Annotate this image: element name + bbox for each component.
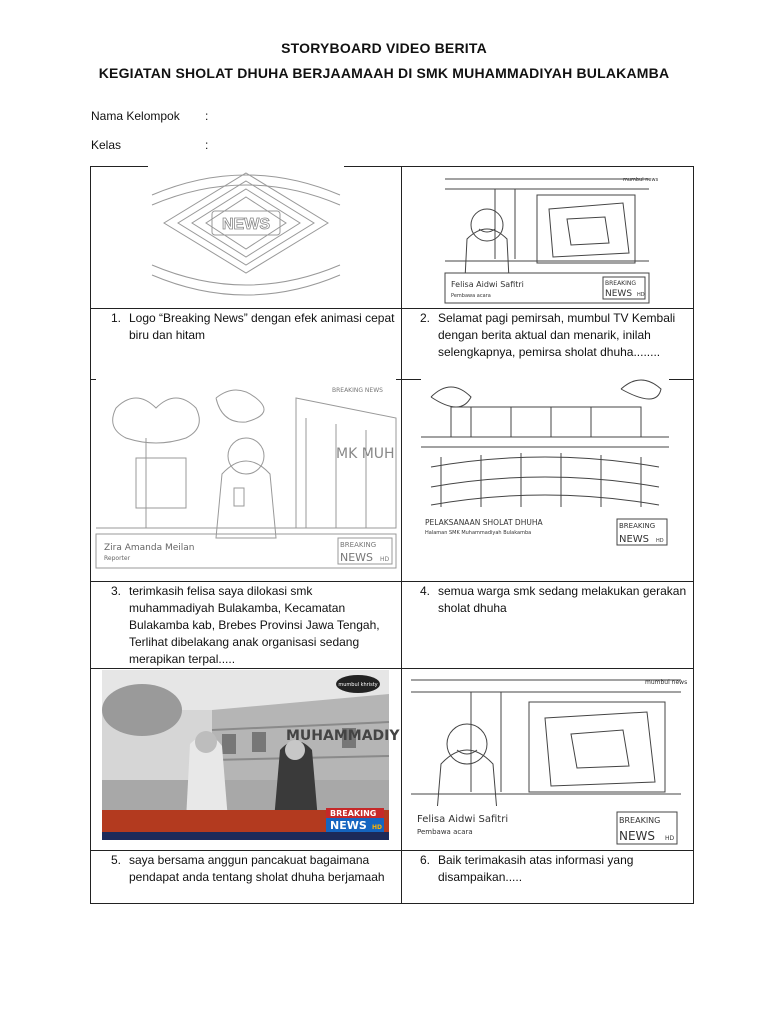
svg-text:NEWS: NEWS (619, 534, 650, 545)
scene-2-text: Selamat pagi pemirsah, mumbul TV Kembali dengan berita aktual dan menarik, inilah selengkapnya, pemirsa sholat dhuha........ (438, 311, 676, 359)
scene-4-prayer-illustration (421, 377, 669, 549)
svg-text:HD: HD (372, 824, 383, 831)
group-name-label: Nama Kelompok (91, 109, 180, 123)
page-subtitle: KEGIATAN SHOLAT DHUHA BERJAAMAAH DI SMK MUHAMMADIYAH BULAKAMBA (98, 65, 670, 81)
scene-6-channel-logo: mumbul news (645, 679, 688, 686)
scene-5-breaking-badge (326, 808, 384, 832)
row-divider (91, 581, 693, 582)
scene-3-reporter-illustration (96, 378, 396, 578)
scene-3-wall-text: MK MUH (336, 446, 395, 462)
group-name-separator: : (205, 109, 209, 123)
scene-5-frame (102, 670, 400, 840)
row-divider (91, 668, 693, 669)
scene-1-number: 1. (110, 311, 121, 325)
class-row (91, 138, 208, 152)
scene-3-name: Zira Amanda Meilan (104, 543, 195, 553)
storyboard-grid (90, 166, 694, 904)
scene-2-channel-logo: mumbul news (623, 177, 659, 183)
scene-1-text: Logo “Breaking News” dengan efek animasi cepat biru dan hitam (129, 311, 395, 342)
page-title: STORYBOARD VIDEO BERITA (281, 40, 487, 56)
svg-text:NEWS: NEWS (330, 819, 367, 832)
svg-text:HD: HD (637, 292, 645, 298)
scene-3-caption (99, 583, 395, 665)
scene-5-interview-photo (102, 670, 400, 840)
row-divider (91, 850, 693, 851)
scene-2-number: 2. (419, 311, 430, 325)
svg-text:HD: HD (380, 556, 390, 563)
scene-1-frame (148, 165, 344, 305)
scene-6-role: Pembawa acara (417, 828, 473, 836)
svg-text:BREAKING: BREAKING (605, 280, 637, 287)
svg-text:BREAKING: BREAKING (330, 809, 377, 818)
row-divider (91, 308, 693, 309)
scene-3-role: Reporter (104, 555, 131, 562)
scene-5-wall-text: MUHAMMADIY (286, 728, 400, 744)
svg-text:NEWS: NEWS (340, 551, 374, 564)
scene-6-frame (411, 672, 688, 848)
scene-5-number: 5. (110, 853, 121, 867)
scene-5-text: saya bersama anggun pancakuat bagaimana pendapat anda tentang sholat dhuha berjamaah (129, 853, 385, 884)
scene-1-news-logo-illustration (148, 165, 344, 305)
scene-2-caption (408, 310, 688, 376)
scene-4-caption (408, 583, 688, 665)
scene-4-frame (421, 377, 669, 549)
scene-6-caption (408, 852, 688, 904)
svg-text:mumbul khristy: mumbul khristy (338, 682, 378, 688)
scene-2-name: Felisa Aidwi Safitri (451, 280, 524, 289)
scene-2-role: Pembawa acara (451, 293, 491, 299)
scene-6-anchor-illustration (411, 672, 688, 848)
scene-6-text: Baik terimakasih atas informasi yang disampaikan..... (438, 853, 634, 884)
scene-2-anchor-illustration (445, 169, 659, 304)
scene-4-name: PELAKSANAAN SHOLAT DHUHA (425, 518, 543, 527)
scene-4-breaking-badge (617, 519, 667, 545)
svg-text:BREAKING: BREAKING (619, 816, 661, 825)
scene-6-number: 6. (419, 853, 430, 867)
scene-4-text: semua warga smk sedang melakukan gerakan sholat dhuha (438, 584, 687, 615)
scene-1-caption (99, 310, 395, 376)
scene-2-frame (445, 169, 659, 304)
scene-5-channel-logo (336, 675, 380, 693)
svg-text:HD: HD (656, 538, 664, 544)
scene-6-name: Felisa Aidwi Safitri (417, 814, 509, 825)
scene-5-caption (99, 852, 395, 904)
group-name-row (91, 109, 208, 123)
scene-1-logo-text: NEWS (222, 216, 270, 233)
svg-text:NEWS: NEWS (605, 289, 633, 299)
scene-3-channel-logo: BREAKING NEWS (332, 387, 383, 394)
svg-text:HD: HD (665, 835, 675, 842)
svg-text:NEWS: NEWS (619, 829, 656, 843)
svg-text:BREAKING: BREAKING (340, 541, 377, 549)
scene-3-frame (96, 378, 396, 578)
class-label: Kelas (91, 138, 122, 152)
scene-3-breaking-badge (338, 538, 392, 564)
scene-4-number: 4. (419, 584, 430, 598)
scene-4-role: Halaman SMK Muhammadiyah Bulakamba (425, 530, 532, 536)
svg-text:BREAKING: BREAKING (619, 522, 656, 530)
column-divider (401, 167, 402, 903)
scene-3-text: terimkasih felisa saya dilokasi smk muhammadiyah Bulakamba, Kecamatan Bulakamba kab, Brebes Provinsi Jawa Tengah, Terlihat dibelakang anak organisasi sedang merapikan terpal..... (129, 584, 380, 666)
class-separator: : (205, 138, 209, 152)
scene-3-number: 3. (110, 584, 121, 598)
